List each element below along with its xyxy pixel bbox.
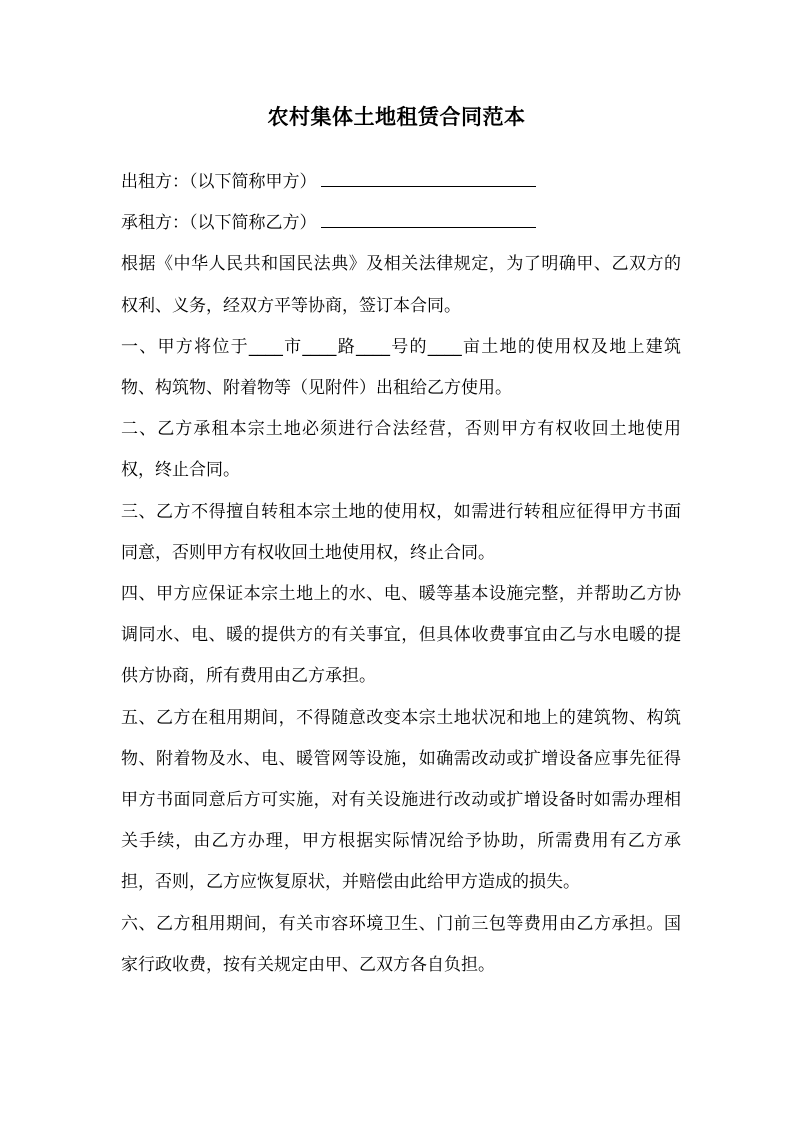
clause-5-paragraph: 五、乙方在租用期间，不得随意改变本宗土地状况和地上的建筑物、构筑物、附着物及水、电、暖管网等设施，如确需改动或扩增设备应事先征得甲方书面同意后方可实施，对有关设施进行改动或扩增设备时如需办理相关手续，由乙方办理，甲方根据实际情况给予协助，所需费用有乙方承担，否则，乙方应恢复原状，并赔偿由此给甲方造成的损失。 [121, 707, 681, 893]
lessor-label: 出租方：（以下简称甲方） [121, 172, 317, 192]
document-title: 农村集体土地租赁合同范本 [267, 105, 526, 129]
clause-1-paragraph: 一、甲方将位于____市____路____号的____亩土地的使用权及地上建筑物、构筑物、附着物等（见附件）出租给乙方使用。 [121, 336, 681, 399]
clause-3-paragraph: 三、乙方不得擅自转租本宗土地的使用权，如需进行转租应征得甲方书面同意，否则甲方有权收回土地使用权，终止合同。 [121, 501, 681, 563]
lessor-blank-field[interactable] [321, 164, 536, 187]
clause-4-paragraph: 四、甲方应保证本宗土地上的水、电、暖等基本设施完整，并帮助乙方协调同水、电、暖的提供方的有关事宜，但具体收费事宜由乙与水电暖的提供方协商，所有费用由乙方承担。 [121, 584, 681, 687]
preamble-paragraph: 根据《中华人民共和国民法典》及相关法律规定，为了明确甲、乙双方的权利、义务，经双方平等协商，签订本合同。 [121, 254, 681, 316]
clause-2-paragraph: 二、乙方承租本宗土地必须进行合法经营，否则甲方有权收回土地使用权，终止合同。 [121, 419, 681, 481]
document-body [121, 162, 681, 986]
lessee-line [121, 203, 681, 244]
lessor-line [121, 162, 681, 203]
clause-6-paragraph: 六、乙方租用期间，有关市容环境卫生、门前三包等费用由乙方承担。国家行政收费，按有关规定由甲、乙双方各自负担。 [121, 913, 681, 975]
lessee-blank-field[interactable] [321, 205, 536, 228]
lessee-label: 承租方：（以下简称乙方） [121, 213, 317, 234]
